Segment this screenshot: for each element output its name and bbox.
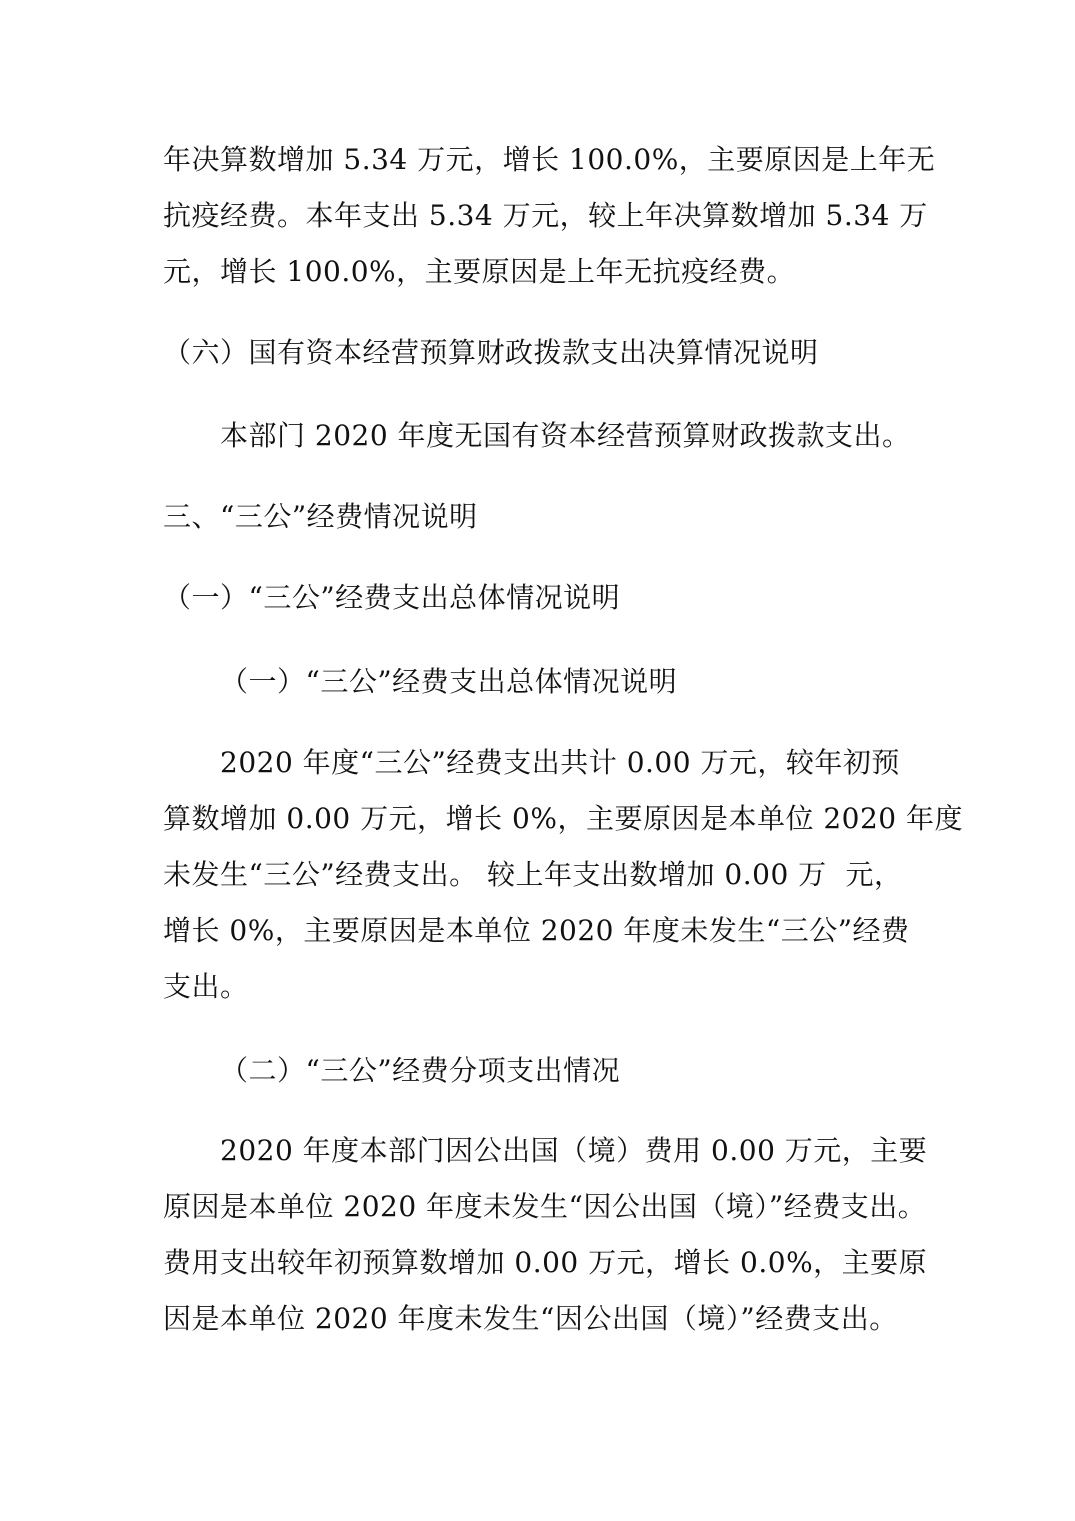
section-heading: （二）“三公”经费分项支出情况: [220, 1054, 621, 1087]
paragraph-line: 算数增加 0.00 万元，增长 0%，主要原因是本单位 2020 年度: [163, 802, 964, 835]
paragraph-line: 因是本单位 2020 年度未发生“因公出国（境）”经费支出。: [163, 1302, 898, 1335]
paragraph-line: 本部门 2020 年度无国有资本经营预算财政拨款支出。: [220, 419, 911, 452]
section-heading: 三、“三公”经费情况说明: [163, 500, 478, 533]
section-heading: （一）“三公”经费支出总体情况说明: [220, 665, 678, 698]
paragraph-line: 费用支出较年初预算数增加 0.00 万元，增长 0.0%，主要原: [163, 1246, 928, 1279]
paragraph-line: 元，增长 100.0%，主要原因是上年无抗疫经费。: [163, 255, 796, 288]
section-heading: （六）国有资本经营预算财政拨款支出决算情况说明: [163, 336, 819, 369]
paragraph-line: 抗疫经费。本年支出 5.34 万元，较上年决算数增加 5.34 万: [163, 199, 928, 232]
section-heading: （一）“三公”经费支出总体情况说明: [163, 581, 621, 614]
paragraph-line: 2020 年度“三公”经费支出共计 0.00 万元，较年初预: [220, 746, 900, 779]
paragraph-line: 年决算数增加 5.34 万元，增长 100.0%，主要原因是上年无: [163, 143, 936, 176]
paragraph-line: 原因是本单位 2020 年度未发生“因公出国（境）”经费支出。: [163, 1190, 927, 1223]
paragraph-line: 支出。: [163, 970, 249, 1003]
paragraph-line: 增长 0%，主要原因是本单位 2020 年度未发生“三公”经费: [163, 914, 910, 947]
paragraph-line: 未发生“三公”经费支出。 较上年支出数增加 0.00 万 元，: [163, 858, 903, 891]
paragraph-line: 2020 年度本部门因公出国（境）费用 0.00 万元，主要: [220, 1134, 928, 1167]
